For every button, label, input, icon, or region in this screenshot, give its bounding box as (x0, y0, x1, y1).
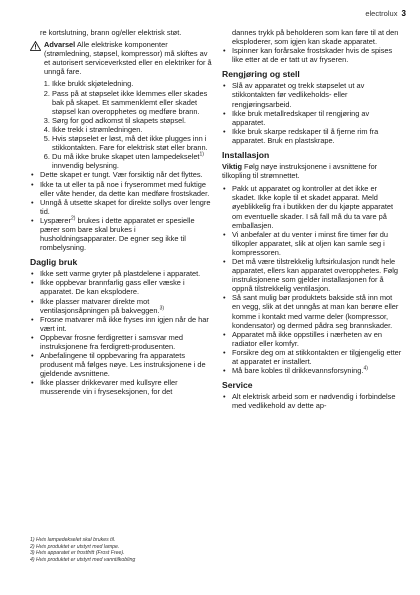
bullet-item: • Oppbevar frosne ferdigretter i samsvar med instruksjonene fra ferdigrett-produsenten. (30, 333, 212, 351)
important-label: Viktig (222, 162, 242, 172)
footnote-ref: 3) (159, 305, 165, 312)
warning-triangle-icon (30, 41, 44, 76)
bullet-item: • Ikke sett varme gryter på plastdelene i apparatet. (30, 269, 212, 278)
lamp-pre: Lyspærer (40, 215, 71, 225)
bullet-item: • Unngå å utsette skapet for direkte sollys over lengre tid. (30, 198, 212, 216)
section-heading-installation: Installasjon (222, 150, 270, 161)
left-column (30, 28, 212, 397)
service-bullets (222, 392, 402, 410)
warning-body: Alle elektriske komponenter (strømledning, støpsel, kompressor) må skiftes av et autorisert servicеverksted eller en elektriker for å unngå fare. (44, 40, 212, 77)
footnote: 4) Hvis produktet er utstyrt med vanntilkobling (30, 556, 136, 563)
bullet-item: • Slå av apparatet og trekk støpselet ut av stikkontakten før vedlikeholds- eller rengjøringsarbeid. (222, 81, 402, 108)
bullet-item: • Ikke ta ut eller ta på noe i fryserommet med fuktige eller våte hender, da dette kan medføre frostskader. (30, 180, 212, 198)
cleaning-bullets (222, 81, 402, 145)
continued-text: dannes trykk på beholderen som kan føre til at den eksploderer, som igjen kan skade apparatet. (232, 28, 399, 47)
installation-bullets (222, 184, 402, 375)
bullet-item (222, 366, 402, 375)
bullet-item: • Ikke oppbevar brannfarlig gass eller væske i apparatet. De kan eksplodere. (30, 278, 212, 296)
bullet-item (30, 297, 212, 315)
bullet-item: • Alt elektrisk arbeid som er nødvendig i forbindelse med vedlikehold av dette ap- (222, 392, 402, 410)
bullet-item: • Pakk ut apparatet og kontroller at det ikke er skadet. Ikke kople til et skadet apparat. Meld øyeblikkelig fra i butikken der du kjøpte apparatet om eventuelle skader. I så fall må du ta vare på emballasjen. (222, 184, 402, 229)
general-bullets (30, 170, 212, 252)
step-item: 3. Sørg for god adkomst til skapets støpsel. (52, 116, 212, 125)
bullet-item: • Ispinner kan forårsake frostskader hvis de spises like etter at de er tatt ut av fryseren. (222, 46, 402, 64)
bullet-item: • Apparatet må ikke oppstilles i nærheten av en radiator eller komfyr. (222, 330, 402, 348)
page-number: 3 (401, 9, 406, 18)
bullet-item: • Frosne matvarer må ikke fryses inn igjen når de har vært int. (30, 315, 212, 333)
section-heading-cleaning: Rengjøring og stell (222, 69, 300, 80)
step-item (52, 152, 212, 170)
right-column (222, 28, 402, 410)
right-top-bullets (222, 46, 402, 64)
intro-text: re kortslutning, brann og/eller elektrisk støt. (40, 28, 182, 37)
bullet-item: • Vi anbefaler at du venter i minst fire timer før du tilkopler apparatet, slik at oljen kan samle seg i kompressoren. (222, 230, 402, 257)
warning-block (30, 40, 212, 76)
section-heading-service: Service (222, 380, 253, 391)
bullet-item: • Ikke bruk metallredskaper til rengjøring av apparatet. (222, 109, 402, 127)
footnote: 3) Hvis apparatet er frostfritt (Frost Free). (30, 550, 125, 557)
brand-name: electrolux (365, 9, 398, 18)
bullet-item: • Det må være tilstrekkelig luftsirkulasjon rundt hele apparatet, ellers kan apparatet overopphetes. Følg instruksjonene som gjelder installasjonen for å oppnå tilstrekkelig ventilasjon. (222, 257, 402, 293)
footnote: 2) Hvis produktet er utstyrt med lampe. (30, 543, 120, 550)
bullet-item (30, 216, 212, 252)
page-header (365, 9, 406, 18)
bullet-item: • Ikke plasser drikkevarer med kullsyre eller musserende vin i fryseseksjonen, for det (30, 378, 212, 396)
daily-use-bullets (30, 269, 212, 396)
lamp-post: brukes i dette apparatet er spesielle pærer som bare skal brukes i husholdningsapparater. De egner seg ikke til rombelysning. (40, 215, 195, 253)
footnote-ref: 1) (199, 151, 204, 158)
step-item: 2. Pass på at støpselet ikke klemmes eller skades bak på skapet. Et sammenklemt eller skadet støpsel kan overopphetes og medføre brann. (52, 89, 212, 116)
footnote: 1) Hvis lampedekselet skal brukes til. (30, 537, 116, 543)
warning-text (44, 40, 212, 76)
bullet-text: Ikke plasser matvarer direkte mot ventilasjonsåpningen på bakveggen. (40, 296, 160, 315)
bullet-item: • Anbefalingene til oppbevaring fra apparatets produsent må følges nøye. Les instruksjonene i de gjeldende avsnittene. (30, 351, 212, 378)
important-text: Følg nøye instruksjonene i avsnittene for tilkopling til strømnettet. (222, 162, 378, 181)
bullet-item: • Forsikre deg om at stikkontakten er tilgjengelig etter at apparatet er installert. (222, 348, 402, 366)
safety-steps-list (30, 79, 212, 170)
footnote-ref: 4) (363, 365, 368, 372)
section-heading-daily-use: Daglig bruk (30, 257, 78, 268)
warning-label: Advarsel (44, 40, 76, 50)
step-item: 5. Hvis støpselet er løst, må det ikke plugges inn i stikkontakten. Fare for elektrisk støt eller brann. (52, 134, 212, 152)
step-text-tail: innvendig belysning. (52, 161, 119, 171)
bullet-item: • Ikke bruk skarpe redskaper til å fjerne rim fra apparatet. Bruk en plastskrape. (222, 127, 402, 145)
step-text: Du må ikke bruke skapet uten lampedekselet (52, 152, 200, 162)
important-note (222, 162, 402, 180)
bullet-item: • Så sant mulig bør produktets bakside stå inn mot en vegg, slik at det unngås at man kan berøre eller komme i kontakt med varme deler (kompressor, kondensator) og dermed pådra seg brannskader. (222, 293, 402, 329)
footnote-ref: 2) (70, 215, 76, 222)
bullet-text: Må bare kobles til drikkevannsforsyning. (232, 366, 364, 376)
step-item: 1. Ikke brukk skjøteledning. (52, 79, 212, 88)
bullet-item: • Dette skapet er tungt. Vær forsiktig når det flyttes. (30, 170, 212, 179)
footnotes (30, 537, 210, 563)
step-item: 4. Ikke trekk i strømledningen. (52, 125, 212, 134)
